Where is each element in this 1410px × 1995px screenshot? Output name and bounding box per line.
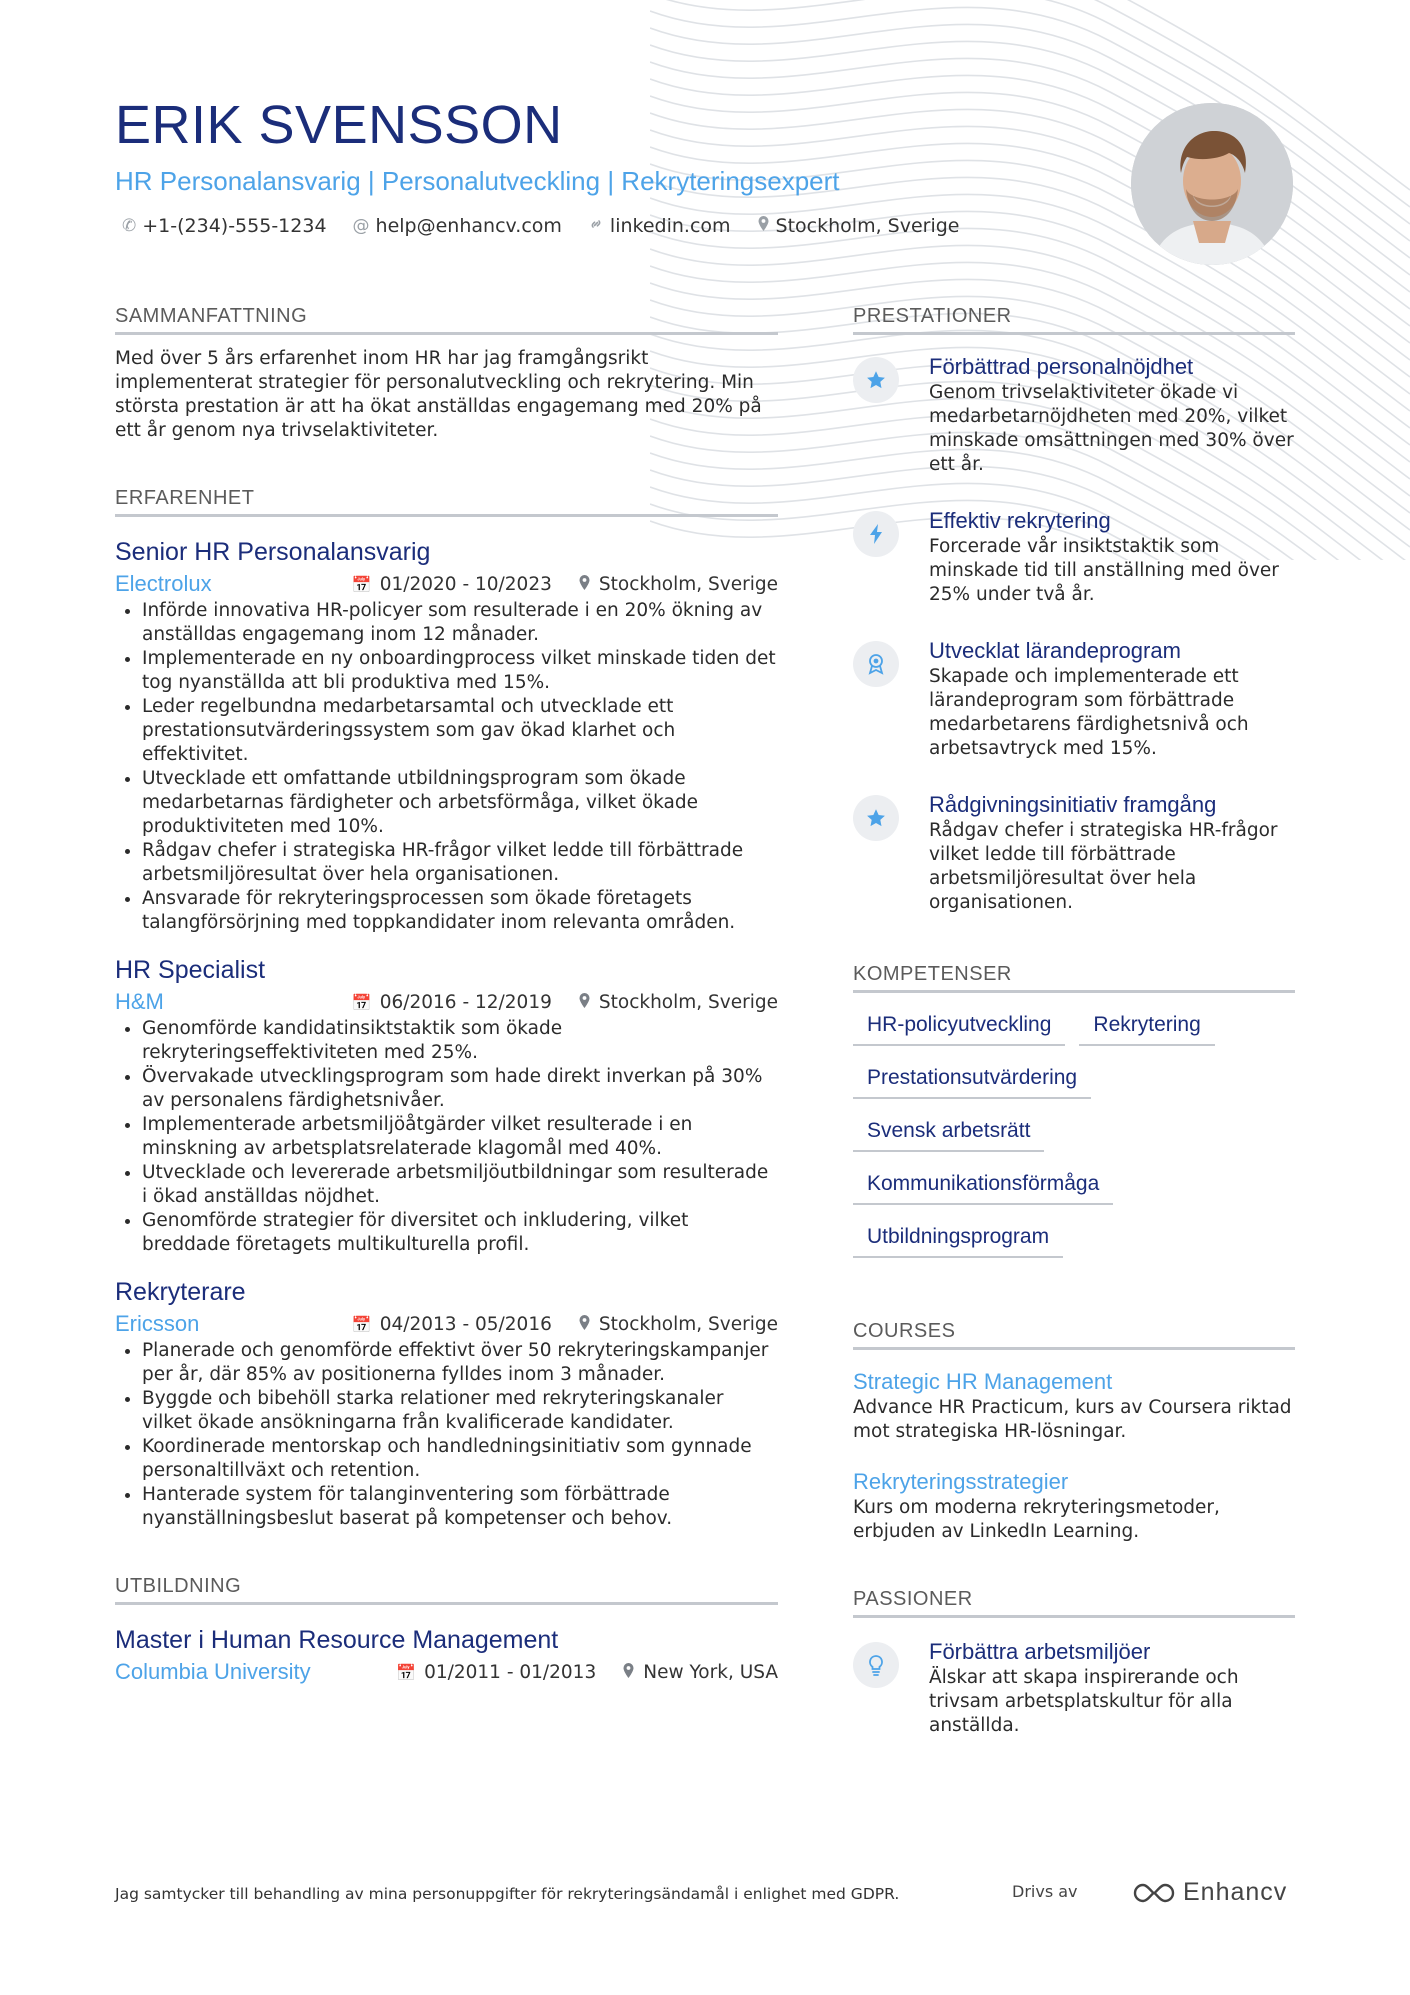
calendar-icon: 📅 (396, 1662, 417, 1682)
skill-tag: Kommunikationsförmåga (853, 1166, 1113, 1205)
job-location: Stockholm, Sverige (598, 573, 778, 595)
passion-title: Förbättra arbetsmiljöer (929, 1639, 1151, 1664)
section-title: SAMMANFATTNING (115, 305, 778, 335)
job-bullets (115, 1339, 778, 1531)
gdpr-consent: Jag samtycker till behandling av mina personuppgifter för rekryteringsändamål i enlighet med GDPR. (115, 1885, 900, 1903)
job-title: HR Specialist (115, 956, 266, 984)
bullet-item: • Utvecklade ett omfattande utbildningsprogram som ökade medarbetarnas färdigheter och arbetsförmåga, vilket ökade produktiviteten med 10%. (142, 767, 778, 839)
bullet-item: • Leder regelbundna medarbetarsamtal och utvecklade ett prestationsutvärderingssystem som gav ökad klarhet och effektivitet. (142, 695, 778, 767)
skill-tag: Prestationsutvärdering (853, 1060, 1091, 1099)
skill-tag: Utbildningsprogram (853, 1219, 1063, 1258)
section-title: UTBILDNING (115, 1575, 778, 1605)
bullet-item: • Övervakade utvecklingsprogram som hade direkt inverkan på 30% av personalens färdighetsnivåer. (142, 1065, 778, 1113)
phone-icon: ✆ (122, 216, 137, 236)
contact-bar (122, 215, 986, 237)
achievement-desc: Rådgav chefer i strategiska HR-frågor vilket ledde till förbättrade arbetsmiljöresultat över hela organisationen. (929, 820, 1278, 913)
achievements-section (853, 305, 1295, 915)
candidate-name: ERIK SVENSSON (115, 95, 563, 155)
section-title: PRESTATIONER (853, 305, 1295, 335)
job-title: Rekryterare (115, 1278, 246, 1306)
bolt-icon (853, 511, 899, 557)
job-bullets (115, 599, 778, 935)
job-meta (115, 571, 778, 597)
location-icon (578, 1314, 591, 1335)
course-title: Strategic HR Management (853, 1369, 1113, 1394)
company-name: Electrolux (115, 571, 212, 596)
job-dates: 04/2013 - 05/2016 (379, 1313, 552, 1335)
location-icon (757, 215, 770, 237)
course-desc: Kurs om moderna rekryteringsmetoder, erbjuden av LinkedIn Learning. (853, 1497, 1220, 1542)
calendar-icon: 📅 (351, 1314, 372, 1334)
job-entry (115, 955, 778, 1257)
job-entry (115, 537, 778, 935)
job-meta (115, 1311, 778, 1337)
skill-tag: Svensk arbetsrätt (853, 1113, 1044, 1152)
achievement-desc: Forcerade vår insiktstaktik som minskade tid till anställning med över 25% under två år. (929, 536, 1279, 605)
lightbulb-icon (853, 1642, 899, 1688)
bullet-item: • Hanterade system för talanginventering som förbättrade nyanställningsbeslut baserat på kompetenser och behov. (142, 1483, 778, 1531)
skill-tag: Rekrytering (1079, 1007, 1214, 1046)
achievement-desc: Genom trivselaktiviteter ökade vi medarbetarnöjdheten med 20%, vilket minskade omsättningen med 30% över ett år. (929, 382, 1294, 475)
course-entry (853, 1468, 1295, 1544)
contact-value: Stockholm, Sverige (775, 215, 960, 237)
profile-photo (1131, 103, 1293, 265)
skill-tag: HR-policyutveckling (853, 1007, 1065, 1046)
bullet-item: • Ansvarade för rekryteringsprocessen som ökade företagets talangförsörjning med toppkandidater inom relevanta områden. (142, 887, 778, 935)
passion-entry (853, 1638, 1295, 1738)
contact-phone[interactable] (122, 215, 327, 237)
courses-section (853, 1320, 1295, 1544)
achievement-title: Förbättrad personalnöjdhet (929, 354, 1194, 379)
contact-location (757, 215, 960, 237)
education-location: New York, USA (643, 1661, 778, 1683)
experience-section (115, 487, 778, 1531)
bullet-item: • Rådgav chefer i strategiska HR-frågor vilket ledde till förbättrade arbetsmiljöresultat över hela organisationen. (142, 839, 778, 887)
section-title: ERFARENHET (115, 487, 778, 517)
bullet-item: • Utvecklade och levererade arbetsmiljöutbildningar som resulterade i ökad anställdas nöjdhet. (142, 1161, 778, 1209)
passion-desc: Älskar att skapa inspirerande och trivsam arbetsplatskultur för alla anställda. (929, 1667, 1239, 1736)
job-title: Senior HR Personalansvarig (115, 538, 431, 566)
award-icon (853, 641, 899, 687)
school-name: Columbia University (115, 1659, 311, 1684)
right-column (853, 305, 1295, 1738)
education-entry (115, 1625, 778, 1685)
job-dates: 01/2020 - 10/2023 (379, 573, 552, 595)
company-name: Ericsson (115, 1311, 200, 1336)
headline: HR Personalansvarig | Personalutveckling | Rekryteringsexpert (115, 166, 840, 196)
achievement-title: Rådgivningsinitiativ framgång (929, 792, 1217, 817)
achievement-entry (853, 637, 1295, 761)
bullet-item: • Implementerade arbetsmiljöåtgärder vilket resulterade i en minskning av arbetsplatsrelaterade klagomål med 40%. (142, 1113, 778, 1161)
degree-title: Master i Human Resource Management (115, 1626, 559, 1654)
course-desc: Advance HR Practicum, kurs av Coursera riktad mot strategiska HR-lösningar. (853, 1397, 1292, 1442)
summary-section (115, 305, 778, 443)
location-icon (578, 992, 591, 1013)
contact-linkedin[interactable] (588, 215, 731, 237)
bullet-item: • Införde innovativa HR-policyer som resulterade i en 20% ökning av anställdas engagemang inom 12 månader. (142, 599, 778, 647)
at-icon: @ (352, 216, 370, 236)
bullet-item: • Koordinerade mentorskap och handledningsinitiativ som gynnade personaltillväxt och retention. (142, 1435, 778, 1483)
bullet-item: • Genomförde kandidatinsiktstaktik som ökade rekryteringseffektiviteten med 25%. (142, 1017, 778, 1065)
job-location: Stockholm, Sverige (598, 1313, 778, 1335)
passions-section (853, 1588, 1295, 1738)
education-dates: 01/2011 - 01/2013 (424, 1661, 597, 1683)
brand-name: Enhancv (1183, 1878, 1288, 1906)
course-entry (853, 1368, 1295, 1444)
job-meta (115, 989, 778, 1015)
achievement-title: Effektiv rekrytering (929, 508, 1111, 533)
contact-value: +1-(234)-555-1234 (142, 215, 327, 237)
achievement-title: Utvecklat lärandeprogram (929, 638, 1181, 663)
left-column (115, 305, 778, 1685)
enhancv-logo[interactable] (1131, 1878, 1287, 1907)
section-title: COURSES (853, 1320, 1295, 1350)
course-title: Rekryteringsstrategier (853, 1469, 1069, 1494)
job-entry (115, 1277, 778, 1531)
contact-value: help@enhancv.com (375, 215, 562, 237)
achievement-desc: Skapade och implementerade ett lärandeprogram som förbättrade medarbetarens färdighetsnivå och arbetsavtryck med 15%. (929, 666, 1249, 759)
achievement-entry (853, 353, 1295, 477)
location-icon (578, 574, 591, 595)
star-icon (853, 795, 899, 841)
job-bullets (115, 1017, 778, 1257)
star-icon (853, 357, 899, 403)
section-title: KOMPETENSER (853, 963, 1295, 993)
calendar-icon: 📅 (351, 992, 372, 1012)
job-location: Stockholm, Sverige (598, 991, 778, 1013)
education-section (115, 1575, 778, 1685)
achievement-entry (853, 507, 1295, 607)
job-dates: 06/2016 - 12/2019 (379, 991, 552, 1013)
contact-email[interactable] (353, 215, 562, 237)
bullet-item: • Planerade och genomförde effektivt över 50 rekryteringskampanjer per år, där 85% av positionerna fylldes inom 3 månader. (142, 1339, 778, 1387)
contact-value: linkedin.com (609, 215, 731, 237)
powered-by-label: Drivs av (1012, 1882, 1078, 1901)
calendar-icon: 📅 (351, 574, 372, 594)
skills-section (853, 963, 1295, 1272)
bullet-item: • Genomförde strategier för diversitet och inkludering, vilket breddade företagets multikulturella profil. (142, 1209, 778, 1257)
infinity-icon (1131, 1881, 1177, 1905)
bullet-item: • Implementerade en ny onboardingprocess vilket minskade tiden det tog nyanställda att bli produktiva med 15%. (142, 647, 778, 695)
summary-text: Med över 5 års erfarenhet inom HR har jag framgångsrikt implementerat strategier för personalutveckling och rekrytering. Min största prestation är att ha ökat anställdas engagemang med 20% på ett år genom nya trivselaktiviteter. (115, 348, 762, 441)
education-meta (115, 1659, 778, 1685)
achievement-entry (853, 791, 1295, 915)
company-name: H&M (115, 989, 164, 1014)
bullet-item: • Byggde och bibehöll starka relationer med rekryteringskanaler vilket ökade ansökningarna från kvalificerade kandidater. (142, 1387, 778, 1435)
link-icon (588, 216, 604, 237)
location-icon (622, 1662, 635, 1683)
section-title: PASSIONER (853, 1588, 1295, 1618)
